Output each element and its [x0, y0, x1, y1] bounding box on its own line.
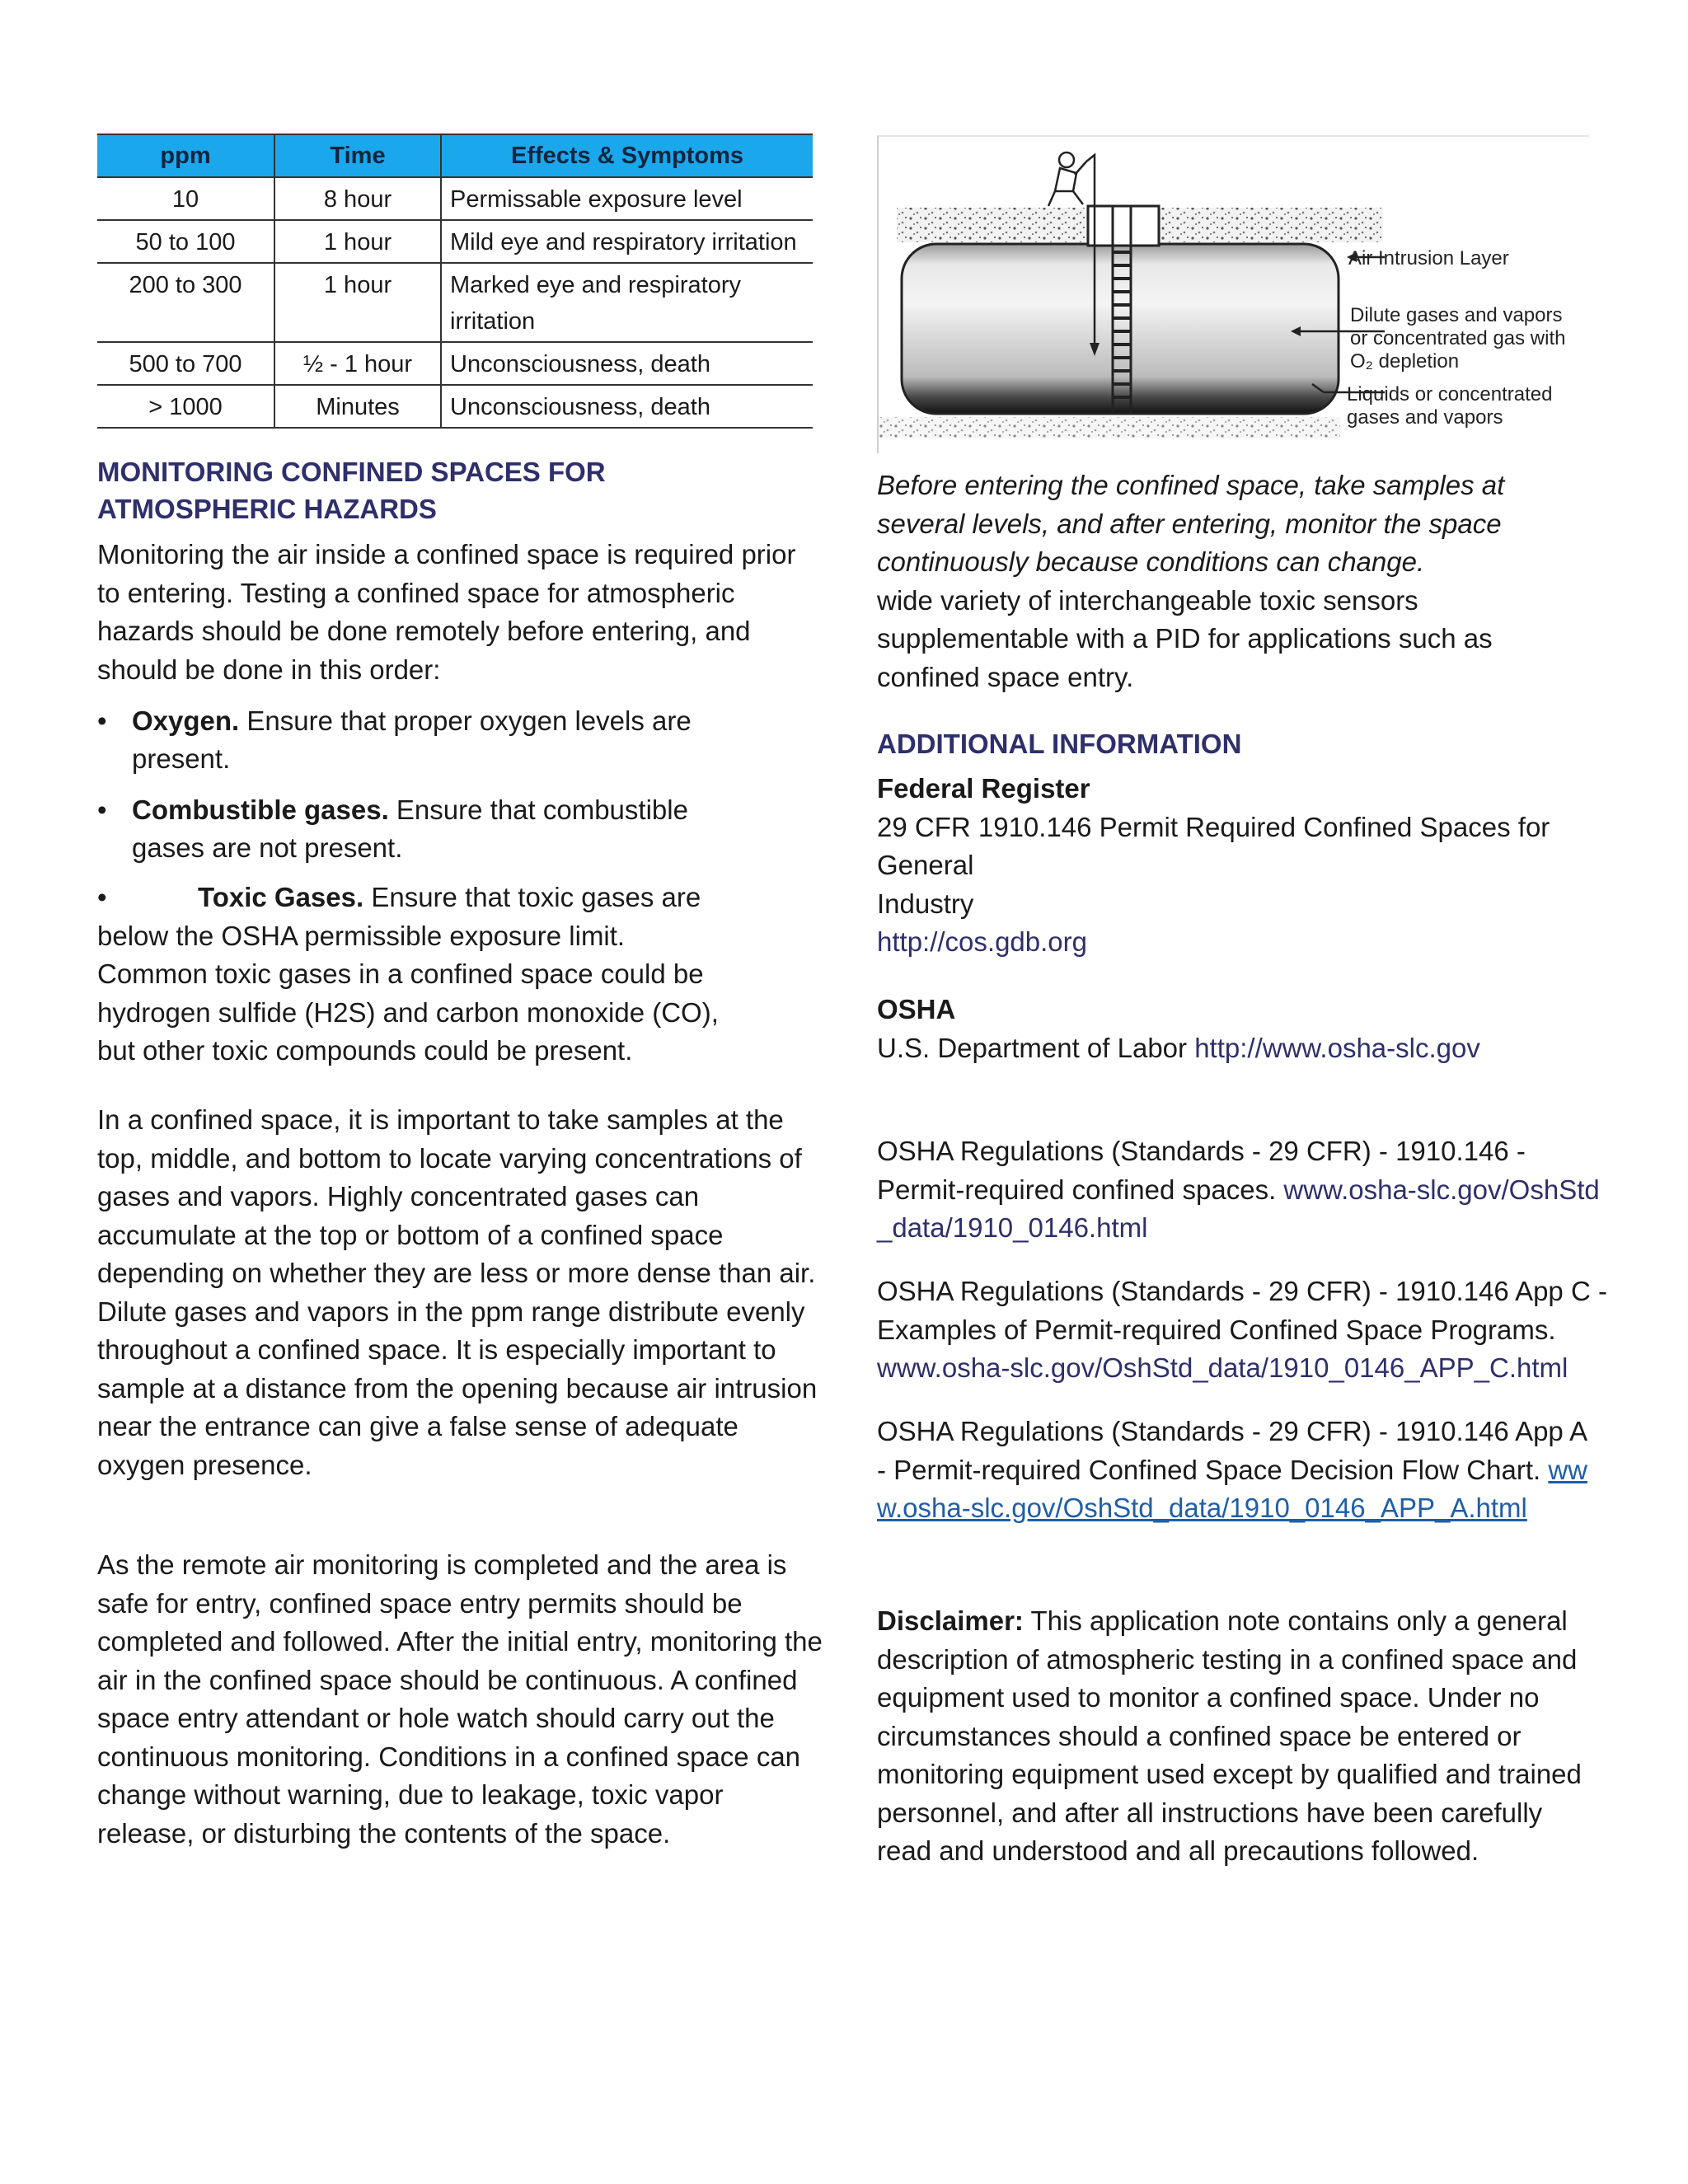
label-dilute-3: O₂ depletion [1350, 350, 1460, 373]
table-cell: Marked eye and respiratory irritation [441, 263, 813, 342]
regulation-link[interactable]: www.osha-slc.gov/OshStd_data/1910_0146_APP_C.html [877, 1352, 1568, 1383]
regulation-2 [877, 1272, 1619, 1388]
disclaimer-text: This application note contains only a general description of atmospheric testing in a confined space and equipment used to monitor a confined space. Under no circumstances should a confined space be entered or monitoring equipment used except by qualified and trained personnel, and after all instructions have been carefully read and understood and all precautions followed. [877, 1605, 1582, 1866]
table-cell: 500 to 700 [97, 342, 274, 385]
sampling-paragraph [97, 1101, 823, 1484]
table-row [97, 220, 813, 263]
regulation-text: OSHA Regulations (Standards - 29 CFR) - 1910.146 - Permit-required confined spaces. [877, 1136, 1526, 1205]
regulation-link[interactable]: www.osha-slc.gov/OshStd_data/1910_0146_APP_A.html [877, 1454, 1588, 1523]
section-title-additional [877, 725, 1241, 762]
entry-paragraph [97, 1546, 823, 1853]
col-header-ppm: ppm [97, 134, 274, 177]
table-row [97, 177, 813, 220]
worker-figure [1048, 152, 1086, 206]
disclaimer-label: Disclaimer: [877, 1605, 1024, 1636]
table-cell: Unconsciousness, death [441, 342, 813, 385]
label-dilute-1: Dilute gases and vapors [1350, 304, 1563, 326]
subheading: OSHA [877, 994, 956, 1024]
regulation-text: OSHA Regulations (Standards - 29 CFR) - 1910.146 App C - Examples of Permit-required Confined Space Programs. [877, 1276, 1607, 1345]
regulation-text: OSHA Regulations (Standards - 29 CFR) - 1910.146 App A - Permit-required Confined Space Decision Flow Chart. [877, 1416, 1587, 1485]
label-liquid-2: gases and vapors [1347, 406, 1503, 429]
col-header-effects: Effects & Symptoms [441, 134, 813, 177]
osha-block [877, 991, 1602, 1067]
caption-text: wide variety of interchangeable toxic sensors supplementable with a PID for applications such as confined space entry. [877, 584, 1493, 692]
gravel-bottom [879, 417, 1340, 438]
table-cell: 1 hour [274, 220, 441, 263]
paragraph-text: In a confined space, it is important to take samples at the top, middle, and bottom to locate varying concentrations of gases and vapors. Highly concentrated gases can accumulate at the top or bottom of a confined space depending on whether they are less or more dense than air. Dilute gases and vapors in the ppm range distribute evenly throughout a confined space. It is especially important to sample at a distance from the opening because air intrusion near the entrance can give a false sense of adequate oxygen presence. [97, 1104, 818, 1480]
col-header-time: Time [274, 134, 441, 177]
federal-register-block [877, 770, 1602, 962]
confined-space-diagram [877, 135, 1589, 453]
bullet-bold: Oxygen. [132, 705, 240, 736]
table-row [97, 385, 813, 428]
paragraph-text: As the remote air monitoring is completed and the area is safe for entry, confined space entry permits should be completed and followed. After the initial entry, monitoring the air in the confined space should be continuous. A confined space entry attendant or hole watch should carry out the continuous monitoring. Conditions in a confined space can change without warning, due to leakage, toxic vapor release, or disturbing the contents of the space. [97, 1549, 823, 1849]
bullet-bold: Toxic Gases. [198, 882, 364, 912]
caption-italic: Before entering the confined space, take samples at several levels, and after entering, monitor the space continuously because conditions can change. [877, 470, 1505, 577]
subheading: Federal Register [877, 773, 1090, 804]
fedreg-line: General [877, 850, 974, 880]
fedreg-line: 29 CFR 1910.146 Permit Required Confined Spaces for [877, 811, 1550, 842]
disclaimer [877, 1602, 1602, 1871]
exposure-table [97, 134, 813, 429]
section-title-monitoring [97, 453, 806, 527]
tank-illustration [879, 137, 1589, 453]
section-heading: ADDITIONAL INFORMATION [877, 729, 1242, 759]
manway [1088, 206, 1159, 246]
bullet-text: Ensure that combustible gases are not present. [132, 794, 688, 863]
table-cell: ½ - 1 hour [274, 342, 441, 385]
gravel-right [1159, 208, 1383, 242]
regulation-1 [877, 1132, 1602, 1248]
table-cell: 200 to 300 [97, 263, 274, 342]
regulation-3 [877, 1413, 1602, 1528]
osha-text: U.S. Department of Labor [877, 1032, 1195, 1063]
fedreg-link[interactable]: http://cos.gdb.org [877, 926, 1087, 957]
gravel-left [897, 208, 1088, 242]
intro-paragraph [97, 536, 823, 689]
bullet-text: Ensure that proper oxygen levels are present. [132, 705, 692, 774]
table-cell: Mild eye and respiratory irritation [441, 220, 813, 263]
hazard-list [97, 702, 724, 880]
tank-body [902, 244, 1339, 414]
table-cell: Permissable exposure level [441, 177, 813, 220]
table-cell: 8 hour [274, 177, 441, 220]
label-liquid-1: Liquids or concentrated [1347, 383, 1553, 405]
table-cell: > 1000 [97, 385, 274, 428]
intro-text: Monitoring the air inside a confined space is required prior to entering. Testing a confined space for atmospheric hazards should be done remotely before entering, and should be done in this order: [97, 539, 796, 685]
list-item: • Combustible gases. Ensure that combustible gases are not present. [97, 794, 688, 863]
section-heading: MONITORING CONFINED SPACES FOR ATMOSPHERIC HAZARDS [97, 457, 606, 524]
bullet-marker: • [97, 882, 107, 912]
table-cell: 1 hour [274, 263, 441, 342]
figure-caption [877, 466, 1586, 696]
label-dilute-2: or concentrated gas with [1350, 327, 1566, 349]
list-item: • Oxygen. Ensure that proper oxygen levels are present. [97, 705, 692, 774]
toxic-gases-item [97, 879, 724, 1071]
table-cell: 10 [97, 177, 274, 220]
regulation-link[interactable]: www.osha-slc.gov/OshStd_data/1910_0146.html [877, 1174, 1600, 1243]
osha-link[interactable]: http://www.osha-slc.gov [1194, 1032, 1480, 1063]
label-air-intrusion: Air Intrusion Layer [1348, 247, 1509, 269]
table-row [97, 342, 813, 385]
table-cell: Unconsciousness, death [441, 385, 813, 428]
table-cell: Minutes [274, 385, 441, 428]
bullet-text: Ensure that toxic gases are below the OSHA permissible exposure limit. Common toxic gases in a confined space could be hydrogen sulfide (H2S) and carbon monoxide (CO), but other toxic compounds could be present. [97, 882, 719, 1066]
fedreg-line: Industry [877, 888, 974, 919]
bullet-bold: Combustible gases. [132, 794, 389, 825]
table-cell: 50 to 100 [97, 220, 274, 263]
table-row [97, 263, 813, 342]
